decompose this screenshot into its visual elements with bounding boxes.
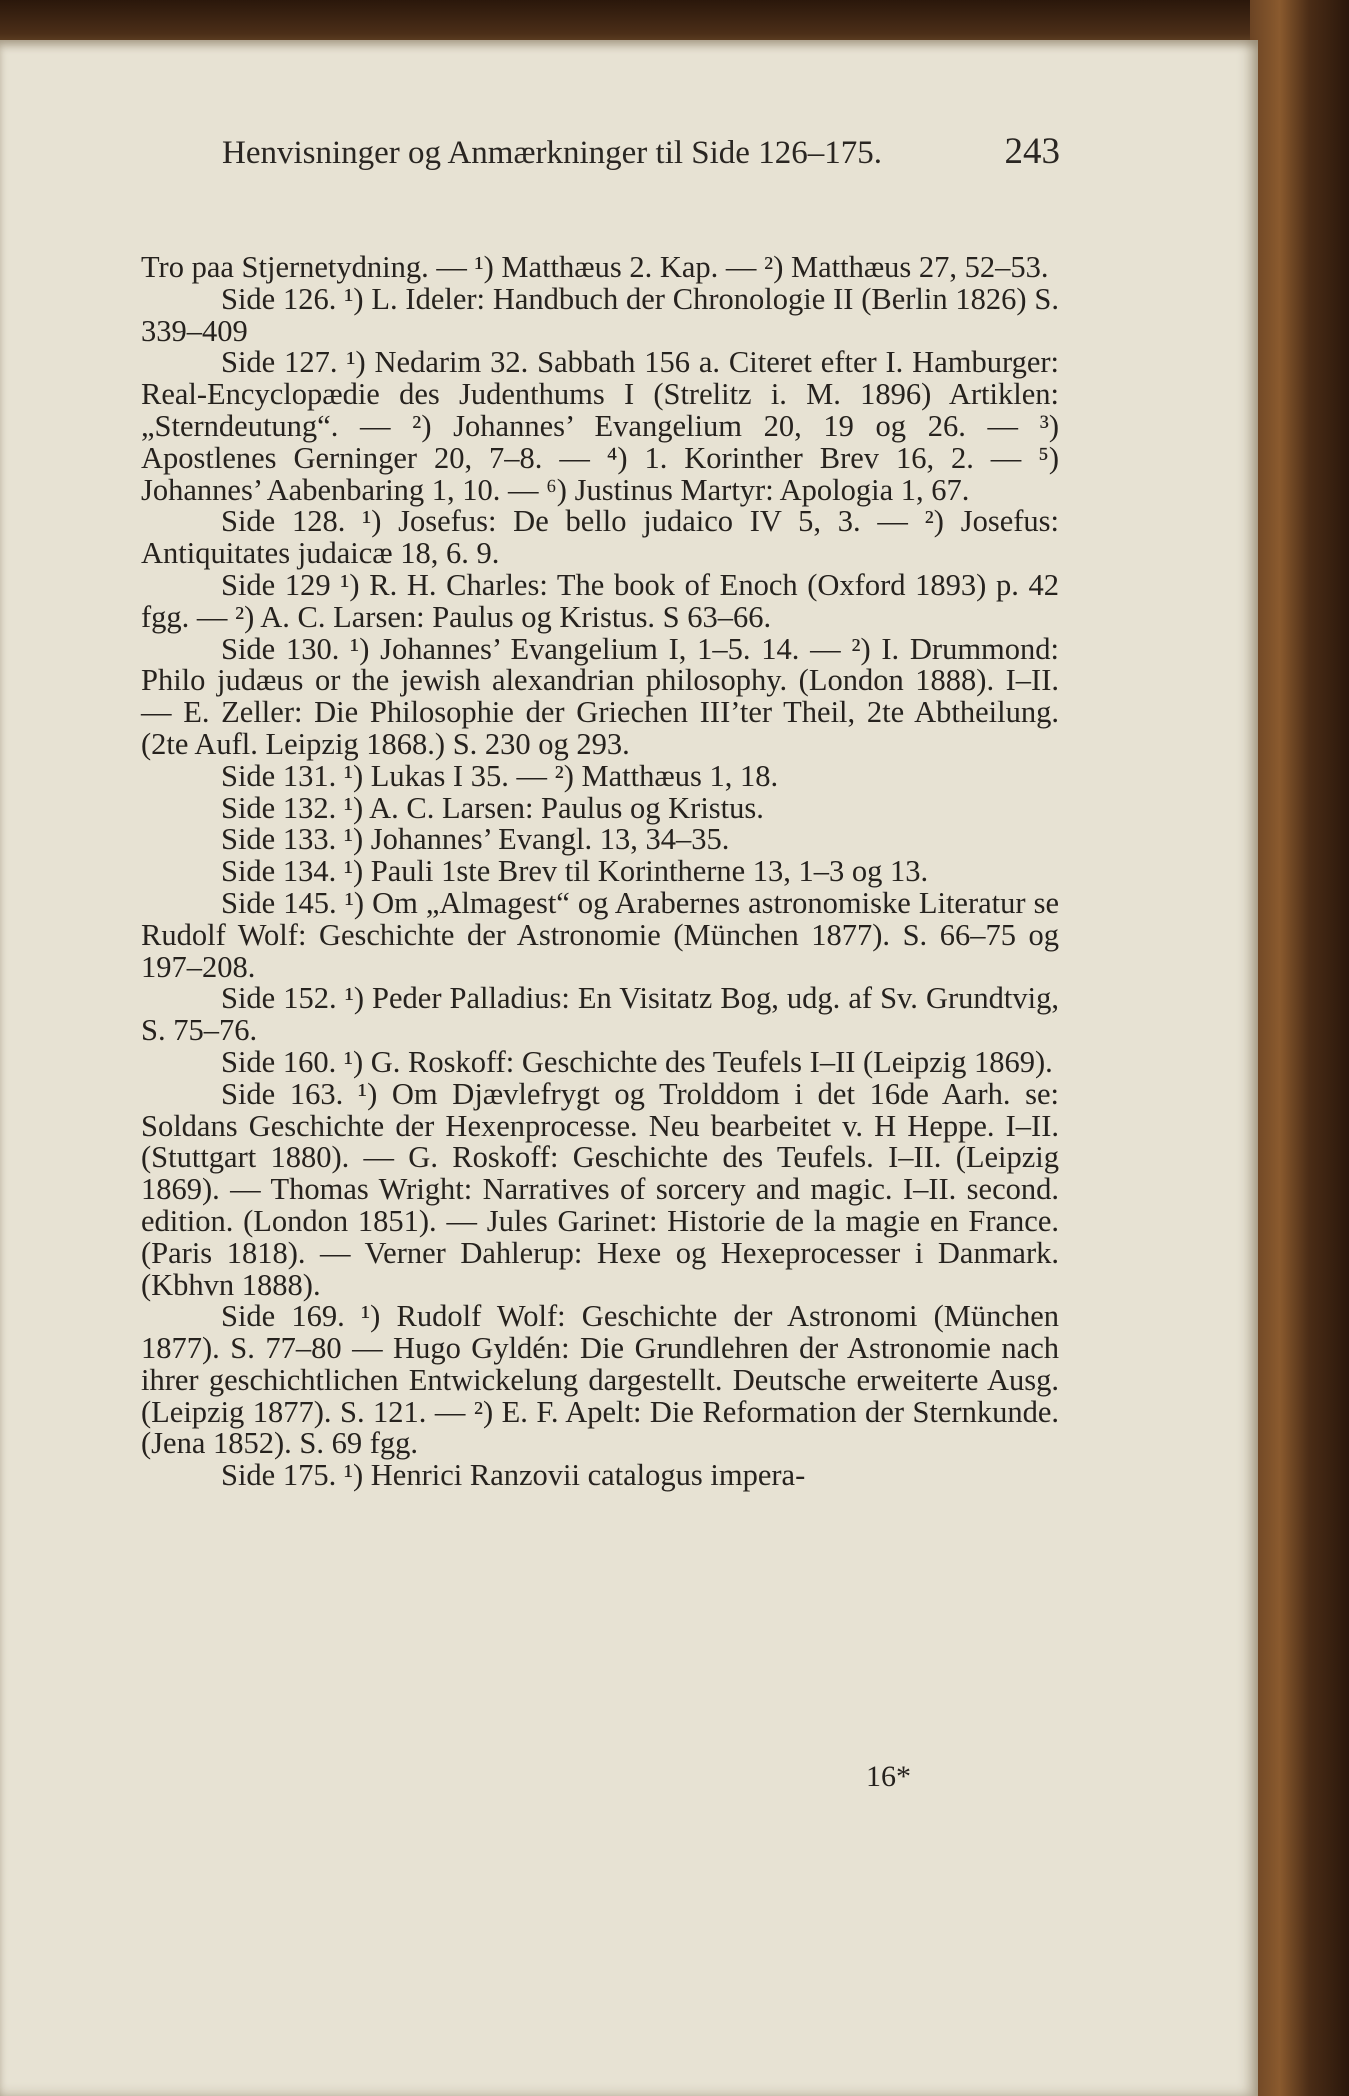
note-paragraph: Side 128. ¹) Josefus: De bello judaico IV 5, 3. — ²) Josefus: Antiquitates judaicæ 18, 6. 9. (141, 504, 1059, 571)
note-paragraph: Side 145. ¹) Om „Almagest“ og Arabernes astronomiske Literatur se Rudolf Wolf: Geschichte der Astronomie (München 1877). S. 66–75 og 197–208. (141, 885, 1059, 984)
note-paragraph: Side 131. ¹) Lukas I 35. — ²) Matthæus 1, 18. (221, 758, 779, 793)
page-number: 243 (1004, 131, 1060, 172)
note-paragraph: Side 130. ¹) Johannes’ Evangelium I, 1–5. 14. — ²) I. Drummond: Philo judæus or the jewish alexandrian philosophy. (London 1888). I–II. — E. Zeller: Die Philosophie der Griechen III’ter Theil, 2te Abtheilung. (2te Aufl. Leipzig 1868.) S. 230 og 293. (141, 631, 1059, 761)
note-paragraph: Side 169. ¹) Rudolf Wolf: Geschichte der Astronomi (München 1877). S. 77–80 — Hugo Gyldén: Die Grundlehren der Astronomie nach ihrer geschichtlichen Entwickelung dargestellt. Deutsche erweiterte Ausg. (Leipzig 1877). S. 121. — ²) E. F. Apelt: Die Reformation der Sternkunde. (Jena 1852). S. 69 fgg. (141, 1299, 1059, 1461)
running-header (222, 130, 1060, 173)
note-paragraph: Side 132. ¹) A. C. Larsen: Paulus og Kristus. (221, 790, 764, 825)
note-paragraph: Tro paa Stjernetydning. — ¹) Matthæus 2. Kap. — ²) Matthæus 27, 52–53. (141, 250, 1049, 284)
note-paragraph: Side 134. ¹) Pauli 1ste Brev til Korintherne 13, 1–3 og 13. (221, 854, 929, 889)
signature-mark: 16* (866, 1760, 911, 1793)
note-paragraph: Side 129 ¹) R. H. Charles: The book of Enoch (Oxford 1893) p. 42 fgg. — ²) A. C. Larsen: Paulus og Kristus. S 63–66. (141, 567, 1059, 634)
note-paragraph: Side 127. ¹) Nedarim 32. Sabbath 156 a. Citeret efter I. Hamburger: Real-Encyclopædie des Judenthums I (Strelitz i. M. 1896) Artiklen: „Sterndeutung“. — ²) Johannes’ Evangelium 20, 19 og 26. — ³) Apostlenes Gerninger 20, 7–8. — ⁴) 1. Korinther Brev 16, 2. — ⁵) Johannes’ Aabenbaring 1, 10. — ⁶) Justinus Martyr: Apologia 1, 67. (141, 345, 1059, 507)
note-paragraph: Side 126. ¹) L. Ideler: Handbuch der Chronologie II (Berlin 1826) S. 339–409 (141, 281, 1059, 348)
book-spine (1250, 0, 1349, 2096)
note-paragraph: Side 133. ¹) Johannes’ Evangl. 13, 34–35. (221, 822, 730, 857)
note-paragraph: Side 152. ¹) Peder Palladius: En Visitatz Bog, udg. af Sv. Grundtvig, S. 75–76. (141, 981, 1059, 1048)
note-paragraph: Side 160. ¹) G. Roskoff: Geschichte des Teufels I–II (Leipzig 1869). (221, 1044, 1053, 1079)
note-paragraph: Side 163. ¹) Om Djævlefrygt og Trolddom i det 16de Aarh. se: Soldans Geschichte der Hexenprocesse. Neu bearbeitet v. H Heppe. I–II. (Stuttgart 1880). — G. Roskoff: Geschichte des Teufels. I–II. (Leipzig 1869). — Thomas Wright: Narratives of sorcery and magic. I–II. second. edition. (London 1851). — Jules Garinet: Historie de la magie en France. (Paris 1818). — Verner Dahlerup: Hexe og Hexeprocesser i Danmark. (Kbhvn 1888). (141, 1076, 1059, 1302)
note-paragraph: Side 175. ¹) Henrici Ranzovii catalogus impera- (221, 1458, 806, 1493)
notes-body (141, 252, 1059, 1492)
running-title: Henvisninger og Anmærkninger til Side 126–175. (222, 135, 882, 171)
